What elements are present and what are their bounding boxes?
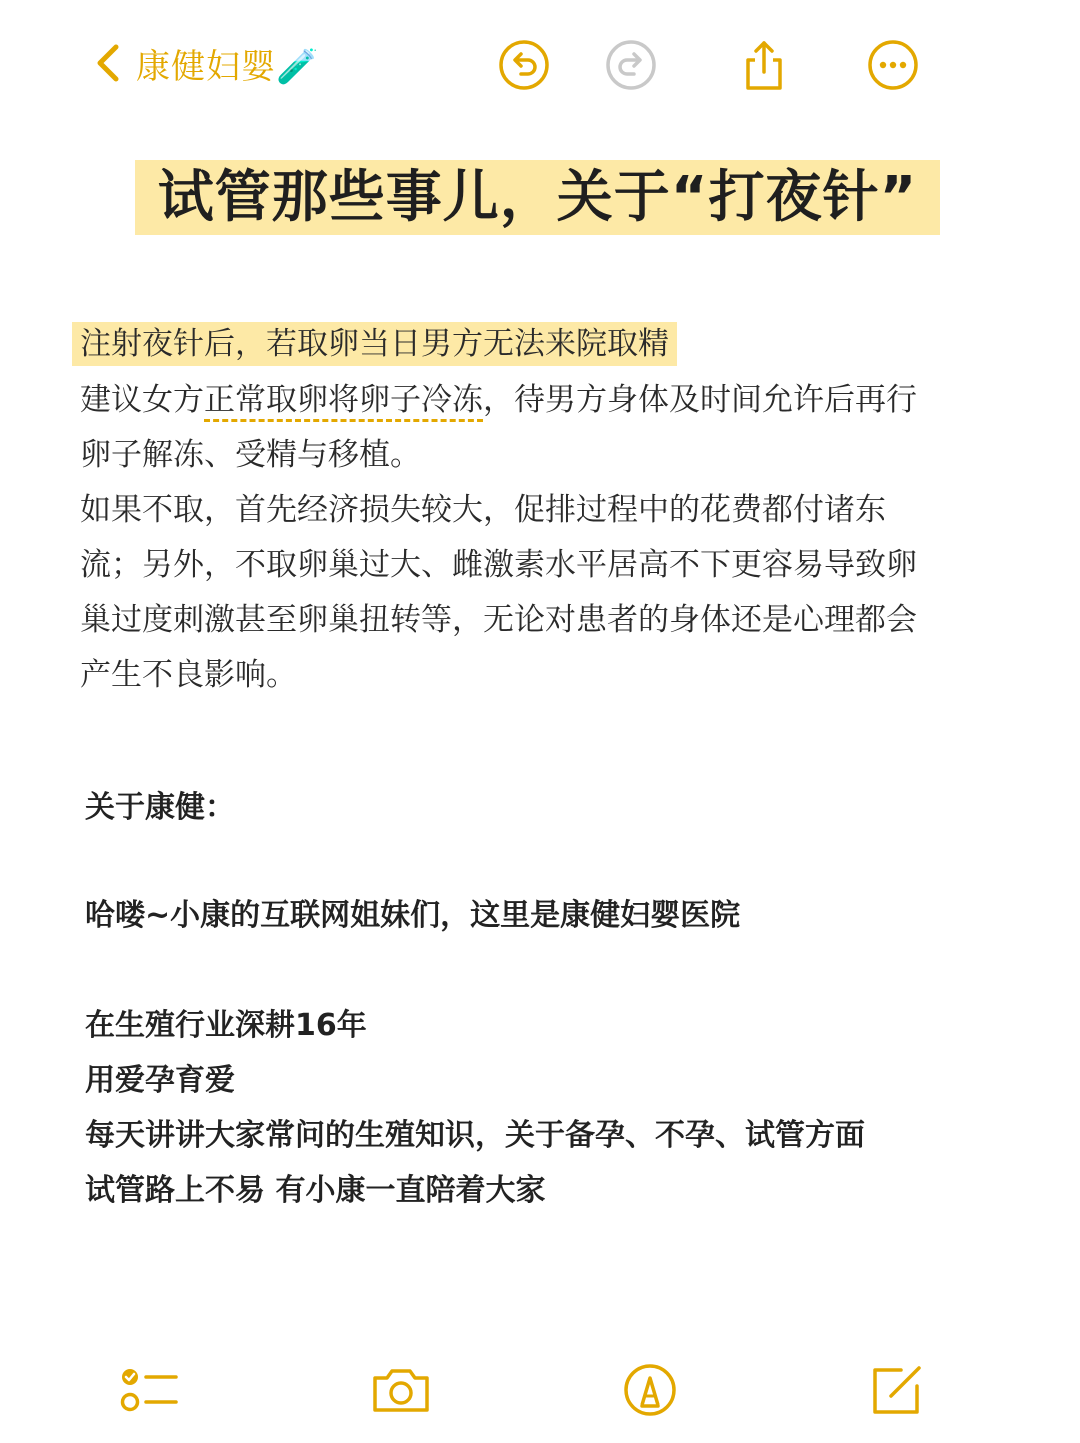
redo-icon xyxy=(604,38,658,92)
paragraph-line: 卵子解冻、受精与移植。 xyxy=(80,437,421,473)
text-span: 建议女方 xyxy=(80,382,204,418)
top-nav-bar xyxy=(0,0,1080,125)
share-button[interactable] xyxy=(737,38,791,92)
redo-button[interactable] xyxy=(604,38,658,92)
more-icon xyxy=(866,38,920,92)
about-line: 在生殖行业深耕16年 xyxy=(85,1008,367,1043)
back-folder-title: 康健妇婴🧪 xyxy=(136,46,320,87)
about-line: 用爱孕育爱 xyxy=(85,1063,235,1098)
more-button[interactable] xyxy=(866,38,920,92)
about-heading xyxy=(85,780,235,835)
camera-button[interactable] xyxy=(369,1362,433,1418)
bottom-toolbar xyxy=(0,1350,1080,1430)
undo-button[interactable] xyxy=(497,38,551,92)
share-icon xyxy=(737,38,791,92)
paragraph-line: 流；另外，不取卵巢过大、雌激素水平居高不下更容易导致卵 xyxy=(80,547,917,583)
checklist-icon xyxy=(118,1362,182,1418)
underlined-phrase: 正常取卵将卵子冷冻 xyxy=(204,382,483,418)
paragraph-line: 产生不良影响。 xyxy=(80,657,297,693)
markup-button[interactable] xyxy=(618,1362,682,1418)
about-details xyxy=(85,998,865,1218)
back-button[interactable] xyxy=(92,40,319,86)
about-intro xyxy=(85,888,740,943)
text-span: ，待男方身体及时间允许后再行 xyxy=(483,382,917,418)
about-line: 每天讲讲大家常问的生殖知识，关于备孕、不孕、试管方面 xyxy=(85,1118,865,1153)
paragraph-advice xyxy=(80,373,1010,483)
markup-pen-icon xyxy=(618,1362,682,1418)
compose-button[interactable] xyxy=(865,1362,929,1418)
chevron-left-icon xyxy=(92,41,122,85)
paragraph-consequences xyxy=(80,483,1010,703)
about-intro-text: 哈喽~小康的互联网姐妹们，这里是康健妇婴医院 xyxy=(85,898,741,933)
paragraph-line xyxy=(80,373,1010,428)
paragraph-line: 如果不取，首先经济损失较大，促排过程中的花费都付诸东 xyxy=(80,492,886,528)
checklist-button[interactable] xyxy=(118,1362,182,1418)
highlighted-line: 注射夜针后，若取卵当日男方无法来院取精 xyxy=(72,322,677,366)
undo-icon xyxy=(497,38,551,92)
note-title-highlight xyxy=(135,160,940,235)
note-title: 试管那些事儿，关于“打夜针” xyxy=(157,165,918,230)
about-line: 试管路上不易 有小康一直陪着大家 xyxy=(85,1173,546,1208)
about-heading-text: 关于康健： xyxy=(85,790,235,825)
camera-icon xyxy=(369,1362,433,1418)
compose-icon xyxy=(865,1362,929,1418)
paragraph-line: 巢过度刺激甚至卵巢扭转等，无论对患者的身体还是心理都会 xyxy=(80,602,917,638)
